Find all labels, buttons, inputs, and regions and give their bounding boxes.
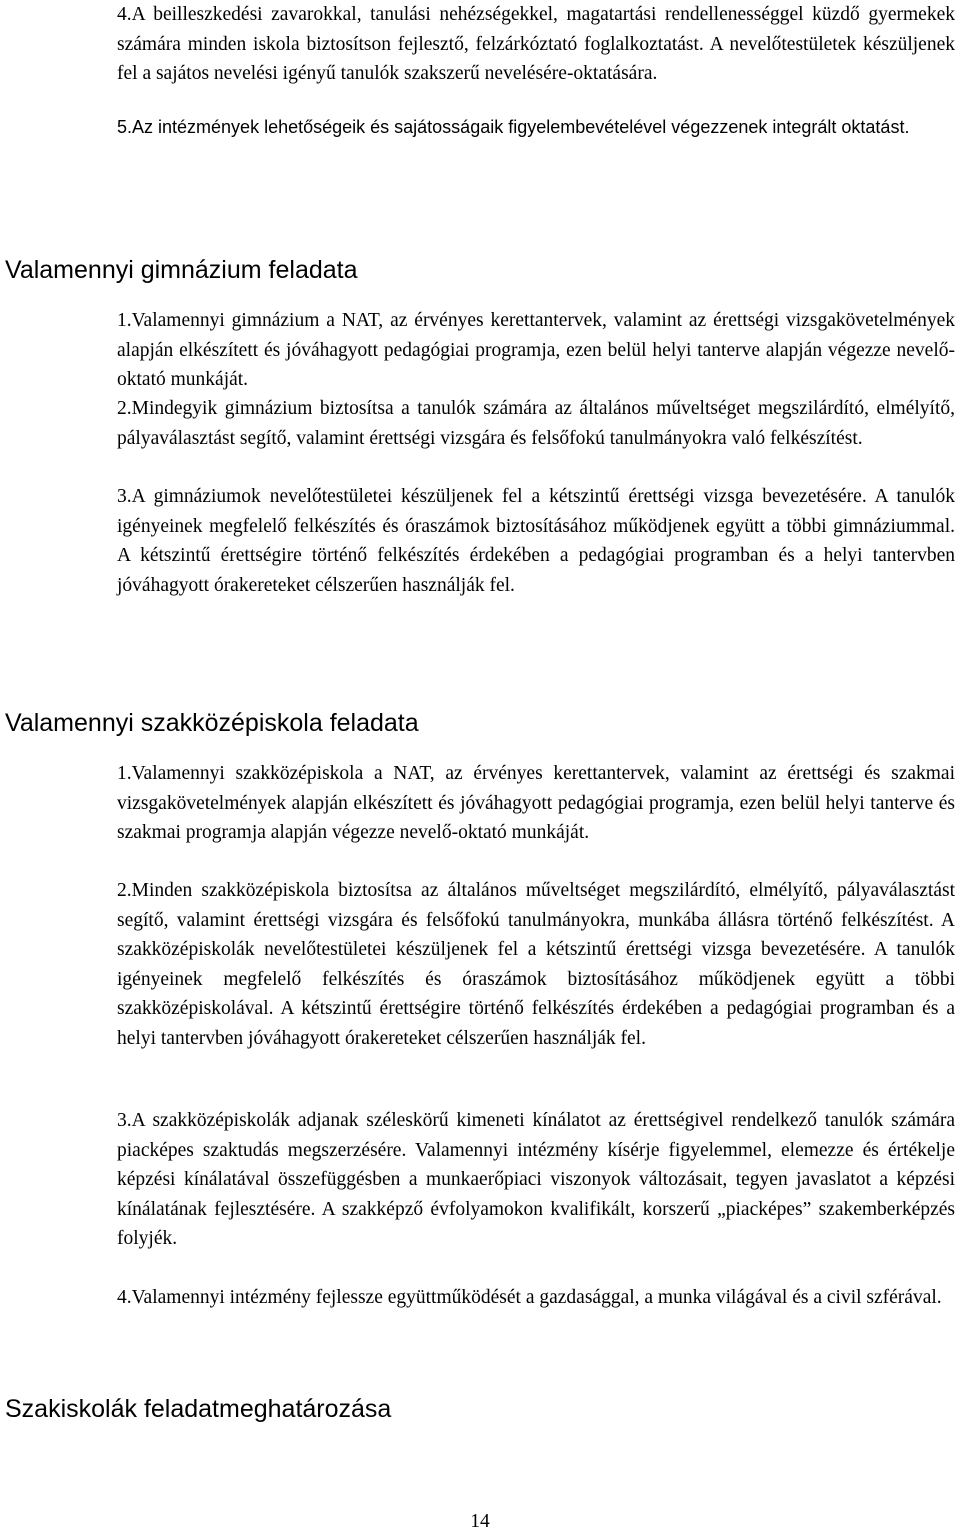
section-heading-szakiskola: Szakiskolák feladatmeghatározása <box>5 1395 392 1423</box>
szakkozep-item-1: 1.Valamennyi szakközépiskola a NAT, az érvényes kerettantervek, valamint az érettségi és szakmai vizsgakövetelmények alapján elkészített és jóváhagyott pedagógiai programja, ezen belül helyi tanterve és szakmai programja alapján végezze nevelő-oktató munkáját. <box>117 763 955 843</box>
gimnazium-item-3: 3.A gimnáziumok nevelőtestületei készüljenek fel a kétszintű érettségi vizsga bevezetésére. A tanulók igényeinek megfelelő felkészítés és óraszámok biztosításához működjenek együtt a többi gimnáziummal. A kétszintű érettségire történő felkészítés érdekében a pedagógiai programban és a helyi tantervben jóváhagyott órakereteket célszerűen használják fel. <box>117 486 955 596</box>
page-number: 14 <box>470 1511 490 1532</box>
szakkozep-item-2: 2.Minden szakközépiskola biztosítsa az általános műveltséget megszilárdító, elmélyítő, pályaválasztást segítő, valamint érettségi vizsgára és felsőfokú tanulmányokra, munkába állásra történő felkészítést. A szakközépiskolák nevelőtestületei készüljenek fel a kétszintű érettségi vizsga bevezetésére. A tanulók igényeinek megfelelő felkészítés és óraszámok biztosításához működjenek együtt a többi szakközépiskolával. A kétszintű érettségire történő felkészítés érdekében a pedagógiai programban és a helyi tantervben jóváhagyott órakereteket célszerűen használják fel. <box>117 880 955 1049</box>
intro-item-4: 4.A beilleszkedési zavarokkal, tanulási nehézségekkel, magatartási rendellenességgel küzdő gyermekek számára minden iskola biztosítson fejlesztő, felzárkóztató foglalkoztatást. A nevelőtestületek készüljenek fel a sajátos nevelési igényű tanulók szakszerű nevelésére-oktatására. <box>117 4 955 84</box>
gimnazium-item-1: 1.Valamennyi gimnázium a NAT, az érvényes kerettantervek, valamint az érettségi vizsgakövetelmények alapján elkészített és jóváhagyott pedagógiai programja, ezen belül helyi tanterve alapján végezze nevelő-oktató munkáját. <box>117 310 955 390</box>
section-heading-gimnazium: Valamennyi gimnázium feladata <box>5 256 358 284</box>
section-heading-szakkozep: Valamennyi szakközépiskola feladata <box>5 709 419 737</box>
intro-item-5: 5.Az intézmények lehetőségeik és sajátosságaik figyelembevételével végezzenek integrált oktatást. <box>117 117 910 137</box>
szakkozep-item-4: 4.Valamennyi intézmény fejlessze együttműködését a gazdasággal, a munka világával és a civil szférával. <box>117 1287 942 1308</box>
gimnazium-item-2: 2.Mindegyik gimnázium biztosítsa a tanulók számára az általános műveltséget megszilárdító, elmélyítő, pályaválasztást segítő, valamint érettségi vizsgára és felsőfokú tanulmányokra való felkészítést. <box>117 398 955 449</box>
szakkozep-item-3: 3.A szakközépiskolák adjanak széleskörű kimeneti kínálatot az érettségivel rendelkező tanulók számára piacképes szaktudás megszerzésére. Valamennyi intézmény kísérje figyelemmel, elemezze és értékelje képzési kínálatával összefüggésben a munkaerőpiaci viszonyok változásait, tegyen javaslatot a képzési kínálatának fejlesztésére. A szakképző évfolyamokon kvalifikált, korszerű „piacképes” szakemberképzés folyjék. <box>117 1110 955 1249</box>
